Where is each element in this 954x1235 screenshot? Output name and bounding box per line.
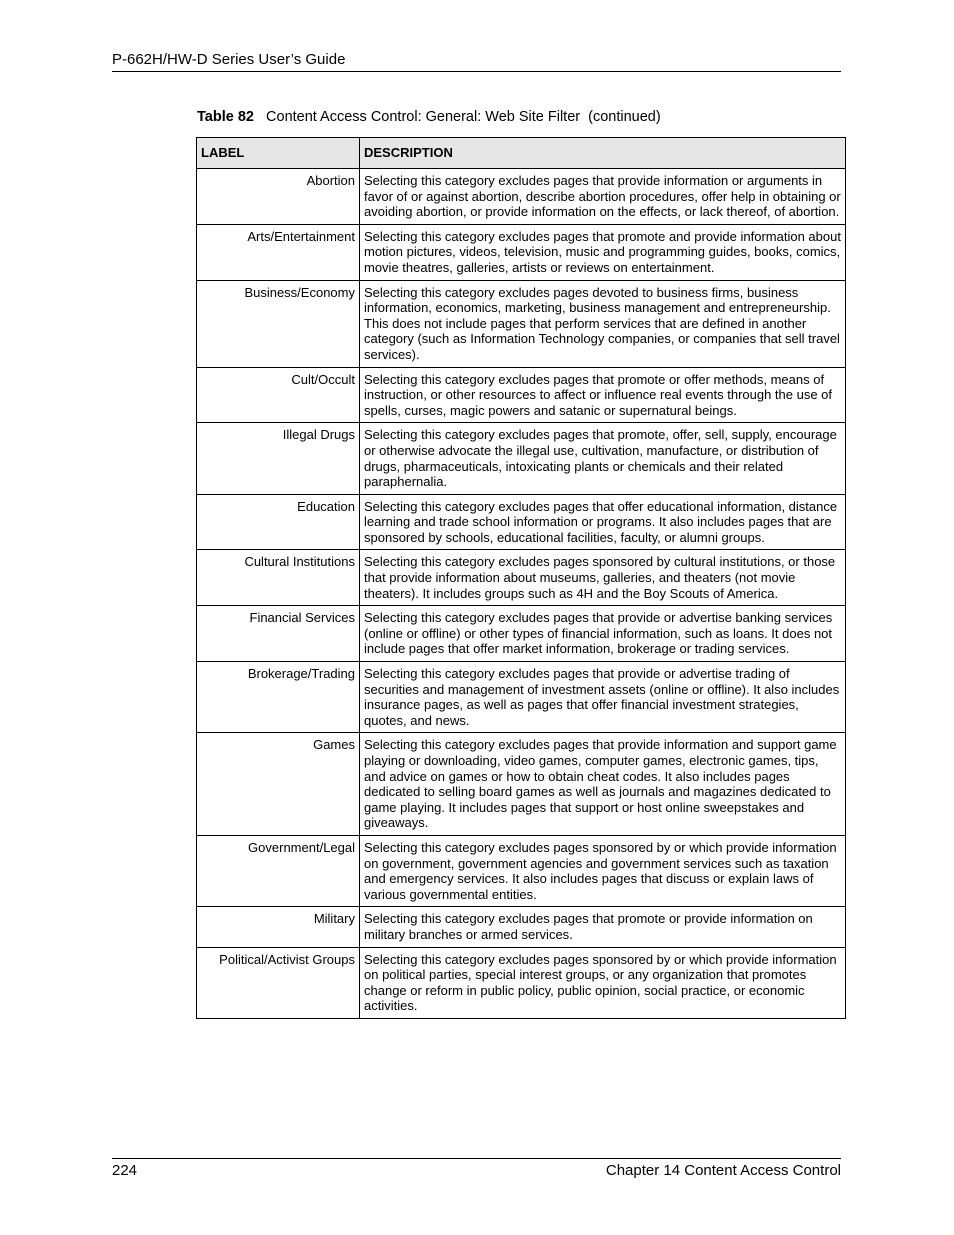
table-caption-label: Table 82 [197, 109, 254, 125]
row-description: Selecting this category excludes pages that provide or advertise trading of securities and management of investment assets (online or offline). It also includes insurance pages, as well as pages that offer financial investment strategies, quotes, and news. [360, 662, 846, 733]
row-label: Arts/Entertainment [197, 224, 360, 280]
page-number: 224 [112, 1162, 138, 1179]
column-header-label: LABEL [197, 138, 360, 169]
table-row [197, 606, 846, 662]
row-label: Abortion [197, 169, 360, 225]
row-description: Selecting this category excludes pages devoted to business firms, business information, economics, marketing, business management and entrepreneurship. This does not include pages that perform services that are defined in another category (such as Information Technology companies, or companies that sell travel services). [360, 280, 846, 367]
table-caption-text: Content Access Control: General: Web Site Filter (continued) [266, 109, 661, 125]
table-row [197, 423, 846, 494]
table-row [197, 550, 846, 606]
row-label: Military [197, 907, 360, 947]
table-row [197, 662, 846, 733]
table-row [197, 907, 846, 947]
table-row [197, 224, 846, 280]
row-label: Games [197, 733, 360, 836]
table-caption [197, 108, 661, 126]
row-description: Selecting this category excludes pages that promote and provide information about motion pictures, videos, television, music and programming guides, books, comics, movie theatres, galleries, artists or reviews on entertainment. [360, 224, 846, 280]
row-description: Selecting this category excludes pages that offer educational information, distance learning and trade school information or programs. It also includes pages that are sponsored by schools, educational facilities, faculty, or alumni groups. [360, 494, 846, 550]
row-description: Selecting this category excludes pages that provide or advertise banking services (online or offline) or other types of financial information, such as loans. It does not include pages that offer market information, brokerage or trading services. [360, 606, 846, 662]
table-row [197, 169, 846, 225]
row-label: Business/Economy [197, 280, 360, 367]
table-row [197, 835, 846, 906]
row-description: Selecting this category excludes pages sponsored by or which provide information on government, government agencies and government services such as taxation and emergency services. It also includes pages that discuss or explain laws of various governmental entities. [360, 835, 846, 906]
row-label: Political/Activist Groups [197, 947, 360, 1018]
chapter-title: Chapter 14 Content Access Control [605, 1162, 841, 1179]
table-row [197, 947, 846, 1018]
header-divider [112, 71, 841, 72]
table-row [197, 733, 846, 836]
row-label: Government/Legal [197, 835, 360, 906]
row-label: Education [197, 494, 360, 550]
row-description: Selecting this category excludes pages that promote or provide information on military branches or armed services. [360, 907, 846, 947]
web-site-filter-table [196, 137, 846, 1019]
row-label: Brokerage/Trading [197, 662, 360, 733]
row-description: Selecting this category excludes pages that provide information and support game playing or downloading, video games, computer games, electronic games, tips, and advice on games or how to obtain cheat codes. It also includes pages dedicated to selling board games as well as journals and magazines dedicated to game playing. It includes pages that support or host online sweepstakes and giveaways. [360, 733, 846, 836]
row-description: Selecting this category excludes pages sponsored by cultural institutions, or those that provide information about museums, galleries, and theaters (not movie theaters). It includes groups such as 4H and the Boy Scouts of America. [360, 550, 846, 606]
row-label: Cultural Institutions [197, 550, 360, 606]
table-row [197, 494, 846, 550]
row-description: Selecting this category excludes pages sponsored by or which provide information on political parties, special interest groups, or any organization that promotes change or reform in public policy, public opinion, social practice, or economic activities. [360, 947, 846, 1018]
row-label: Cult/Occult [197, 367, 360, 423]
table-row [197, 367, 846, 423]
row-description: Selecting this category excludes pages that promote, offer, sell, supply, encourage or otherwise advocate the illegal use, cultivation, manufacture, or distribution of drugs, pharmaceuticals, intoxicating plants or chemicals and their related paraphernalia. [360, 423, 846, 494]
row-label: Illegal Drugs [197, 423, 360, 494]
table-header-row [197, 138, 846, 169]
column-header-description: DESCRIPTION [360, 138, 846, 169]
row-description: Selecting this category excludes pages that provide information or arguments in favor of or against abortion, describe abortion procedures, offer help in obtaining or avoiding abortion, or provide information on the effects, or lack thereof, of abortion. [360, 169, 846, 225]
row-description: Selecting this category excludes pages that promote or offer methods, means of instruction, or other resources to affect or influence real events through the use of spells, curses, magic powers and satanic or supernatural beings. [360, 367, 846, 423]
running-header: P-662H/HW-D Series User’s Guide [112, 51, 346, 68]
row-label: Financial Services [197, 606, 360, 662]
table-row [197, 280, 846, 367]
footer-divider [112, 1158, 841, 1159]
